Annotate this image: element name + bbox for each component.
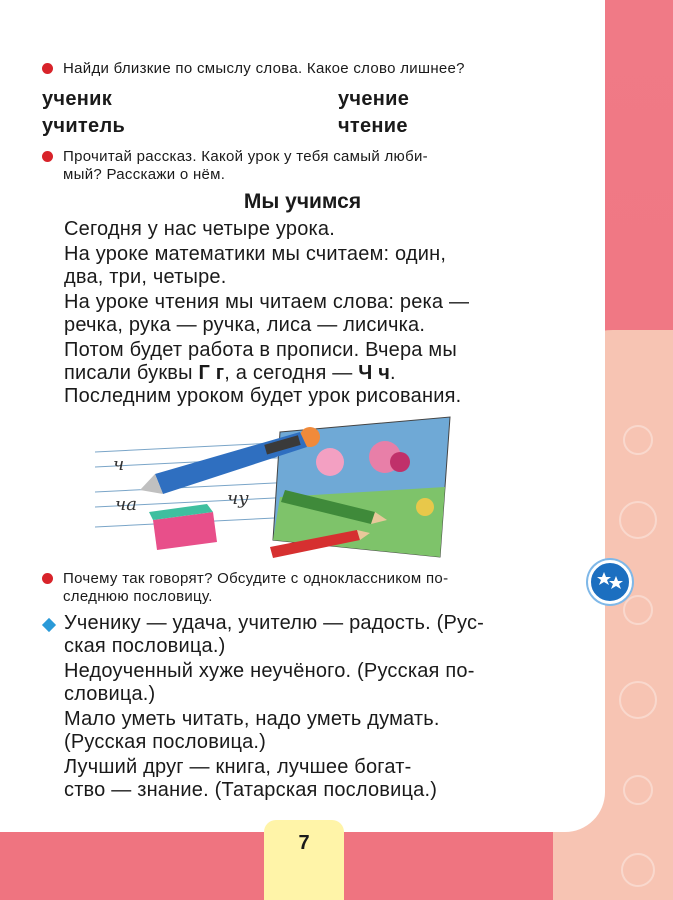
proverb-3-line-1: Мало уметь читать, надо уметь думать. — [64, 708, 440, 730]
floral-ornament — [603, 400, 673, 900]
task-1-text: Найди близкие по смыслу слова. Какое слово лишнее? — [63, 60, 465, 77]
word-uchenik: ученик — [42, 88, 113, 110]
task-1 — [42, 60, 465, 78]
story-line: Сегодня у нас четыре урока. — [64, 218, 335, 240]
letters-ch: Ч ч — [358, 362, 391, 384]
word-uchenie: учение — [338, 88, 410, 110]
stars-icon — [588, 560, 632, 604]
story-line: На уроке чтения мы читаем слова: река — — [64, 291, 470, 313]
story-line: Последним уроком будет урок рисования. — [64, 385, 462, 407]
task-3-line-2: следнюю пословицу. — [63, 588, 213, 605]
task-3 — [42, 570, 448, 606]
letters-g: Г г — [198, 362, 225, 384]
proverb-3-line-2: (Русская пословица.) — [64, 731, 267, 753]
school-supplies-illustration — [95, 412, 530, 567]
task-2 — [42, 148, 428, 184]
story-line: На уроке математики мы считаем: один, — [64, 243, 447, 265]
task-3-line-1: Почему так говорят? Обсудите с одноклассником по- — [63, 570, 449, 587]
task-2-line-2: мый? Расскажи о нём. — [63, 166, 226, 183]
story-line: Потом будет работа в прописи. Вчера мы — [64, 339, 457, 361]
task-2-line-1: Прочитай рассказ. Какой урок у тебя самый люби- — [63, 148, 428, 165]
story-title: Мы учимся — [243, 190, 362, 213]
red-bullet-icon — [42, 151, 53, 162]
proverb-4-line-2: ство — знание. (Татарская пословица.) — [64, 779, 438, 801]
proverb-4-line-1: Лучший друг — книга, лучшее богат- — [64, 756, 412, 778]
word-chtenie: чтение — [338, 115, 408, 137]
story-line: речка, рука — ручка, лиса — лисичка. — [64, 314, 426, 336]
red-bullet-icon — [42, 63, 53, 74]
handwriting-cha: ча — [115, 494, 137, 515]
blue-diamond-icon — [42, 618, 56, 632]
proverb-2-line-1: Недоученный хуже неучёного. (Русская по- — [64, 660, 475, 682]
handwriting-ch: ч — [113, 454, 125, 475]
page-number: 7 — [264, 820, 344, 900]
word-uchitel: учитель — [42, 115, 126, 137]
proverb-1-line-1: Ученику — удача, учителю — радость. (Рус- — [64, 612, 485, 634]
handwriting-chu: чу — [227, 488, 249, 509]
red-bullet-icon — [42, 573, 53, 584]
story-line: два, три, четыре. — [64, 266, 227, 288]
story-line-letters: писали буквы Г г, а сегодня — Ч ч. — [64, 362, 396, 384]
proverb-2-line-2: словица.) — [64, 683, 156, 705]
proverb-1-line-2: ская пословица.) — [64, 635, 226, 657]
eraser-icon — [149, 504, 217, 550]
